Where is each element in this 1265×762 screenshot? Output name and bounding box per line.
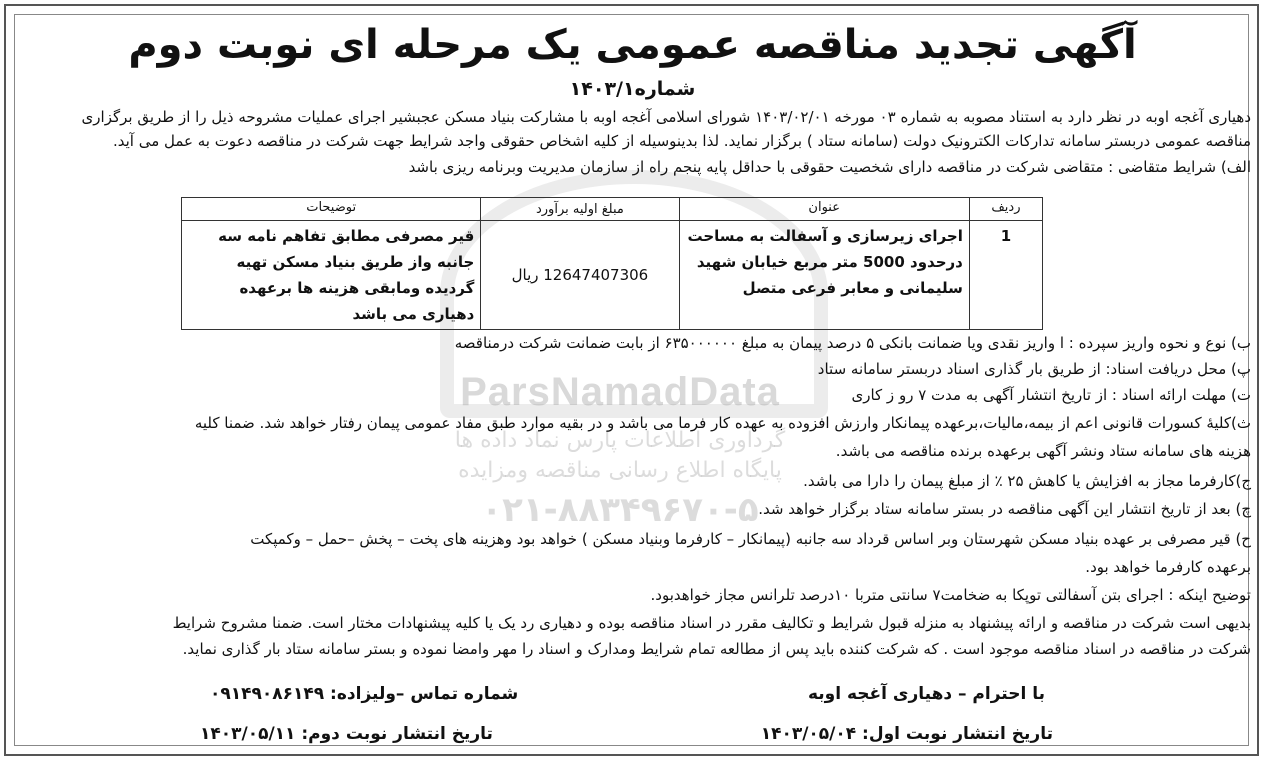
header-description: توضیحات — [182, 198, 481, 221]
cell-amount: 12647407306 ریال — [481, 221, 679, 330]
condition-t: ت) مهلت ارائه اسناد : از تاریخ انتشار آگهی به مدت ۷ رو ز کاری — [851, 386, 1251, 404]
notice-number: شماره۱۴۰۳/۱ — [569, 78, 696, 100]
condition-s-line-1: ث)کلیهٔ کسورات قانونی اعم از بیمه،مالیات،برعهده پیمانکار وارزش افزوده به عهده کار فرما می باشد و در بقیه موارد طبق مفاد عمومی پیمان رفتار خواهد شد. ضمنا کلیه — [194, 414, 1251, 432]
header-title: عنوان — [679, 198, 969, 221]
watermark-brand: ParsNamadData — [460, 370, 780, 414]
page-title: آگهی تجدید مناقصه عمومی یک مرحله ای نوبت دوم — [128, 22, 1137, 68]
header-amount: مبلغ اولیه برآورد — [481, 198, 679, 221]
condition-p: پ) محل دریافت اسناد: از طریق بار گذاری اسناد دربستر سامانه ستاد — [817, 360, 1251, 378]
intro-line-2: مناقصه عمومی دربستر سامانه تدارکات الکترونیک دولت (سامانه ستاد ) برگزار نماید. لذا بدینوسیله از کلیه اشخاص حقوقی واجد شرایط جهت شرکت در مناقصه دعوت به عمل می آید. — [112, 132, 1251, 150]
cell-row-number: 1 — [969, 221, 1042, 330]
condition-b: ب) نوع و نحوه واریز سپرده : ا واریز نقدی ویا ضمانت بانکی ۵ درصد پیمان به مبلغ ۶۳۵۰۰۰۰۰۰ از بابت ضمانت شرکت درمناقصه — [454, 334, 1251, 352]
condition-ch: چ) بعد از تاریخ انتشار این آگهی مناقصه در بستر سامانه ستاد برگزار خواهد شد. — [758, 500, 1251, 518]
second-publish-date: تاریخ انتشار نوبت دوم: ۱۴۰۳/۰۵/۱۱ — [200, 724, 493, 744]
watermark-line-2: پایگاه اطلاع رسانی مناقصه ومزایده — [458, 458, 782, 483]
watermark-phone: ۰۲۱-۸۸۳۴۹۶۷۰-۵ — [481, 490, 759, 530]
intro-line-1: دهیاری آغجه اوبه در نظر دارد به استناد مصوبه به شماره ۰۳ مورخه ۱۴۰۳/۰۲/۰۱ شورای اسلامی آغجه اوبه با مشارکت بنیاد مسکن عجبشیر اجرای عملیات مشروحه ذیل را از طریق برگزاری — [81, 108, 1251, 126]
condition-h-line-1: ح) قیر مصرفی بر عهده بنیاد مسکن شهرستان وبر اساس قرداد سه جانبه (پیمانکار – کارفرما وبنیاد مسکن ) خواهد بود وهزینه های پخت – پخش –حمل – وکمپکت — [250, 530, 1251, 548]
condition-h-line-2: برعهده کارفرما خواهد بود. — [1085, 558, 1251, 576]
intro-line-3: الف) شرایط متقاضی : متقاضی شرکت در مناقصه دارای شخصیت حقوقی با حداقل پایه پنجم راه از سازمان مدیریت وبرنامه ریزی باشد — [408, 158, 1251, 176]
contact-number: شماره تماس –ولیزاده: ۰۹۱۴۹۰۸۶۱۴۹ — [210, 684, 519, 704]
signature-regards: با احترام – دهیاری آغجه اوبه — [807, 684, 1045, 704]
header-row-number: ردیف — [969, 198, 1042, 221]
table-row — [182, 221, 1043, 330]
closing-line-1: بدیهی است شرکت در مناقصه و ارائه پیشنهاد به منزله قبول شرایط و تکالیف مقرر در اسناد مناقصه بوده و دهیاری رد یک یا کلیه پیشنهادات مختار است. ضمنا مشروح شرایط — [172, 614, 1251, 632]
condition-s-line-2: هزینه های سامانه ستاد ونشر آگهی برعهده برنده مناقصه می باشد. — [835, 442, 1251, 460]
condition-j: ج)کارفرما مجاز به افزایش یا کاهش ۲۵ ٪ از مبلغ پیمان را دارا می باشد. — [803, 472, 1251, 490]
note-line: توضیح اینکه : اجرای بتن آسفالتی توپکا به ضخامت۷ سانتی متربا ۱۰درصد تلرانس مجاز خواهدبود. — [650, 586, 1251, 604]
cell-description: قیر مصرفی مطابق تفاهم نامه سه جانبه واز طریق بنیاد مسکن تهیه گردیده ومابقی هزینه ها برعهده دهیاری می باشد — [182, 221, 481, 330]
tender-table — [181, 197, 1043, 330]
cell-title: اجرای زیرسازی و آسفالت به مساحت درحدود 5000 متر مربع خیابان شهید سلیمانی و معابر فرعی متصل — [679, 221, 969, 330]
closing-line-2: شرکت در مناقصه در اسناد مناقصه موجود است . که شرکت کننده باید پس از مطالعه تمام شرایط ومدارک و اسناد را مهر وامضا نموده و بستر سامانه ستاد بار گذاری نماید. — [182, 640, 1251, 658]
first-publish-date: تاریخ انتشار نوبت اول: ۱۴۰۳/۰۵/۰۴ — [760, 724, 1053, 744]
watermark-line-1: گردآوری اطلاعات پارس نماد داده ها — [454, 428, 786, 453]
table-header-row — [182, 198, 1043, 221]
